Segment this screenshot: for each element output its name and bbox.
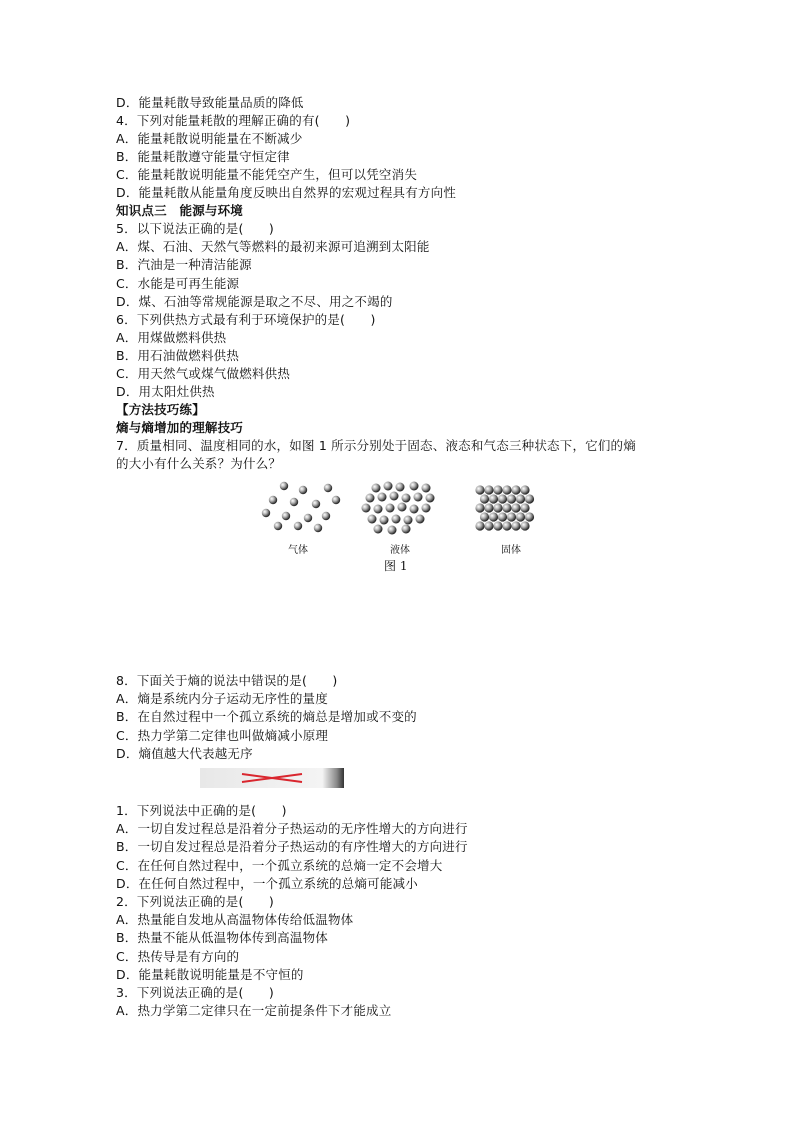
text-line: D．用太阳灶供热 [116, 383, 215, 399]
molecule [402, 525, 411, 534]
molecule [312, 500, 320, 508]
molecule [511, 485, 520, 494]
molecule [314, 524, 322, 532]
figure-caption: 图 1 [384, 559, 408, 573]
text-line: B．用石油做燃料供热 [116, 347, 240, 363]
liquid-label: 液体 [390, 545, 410, 556]
text-line: A．煤、石油、天然气等燃料的最初来源可追溯到太阳能 [116, 239, 430, 255]
text-line: D．煤、石油等常规能源是取之不尽、用之不竭的 [116, 293, 393, 309]
molecule [374, 505, 383, 514]
molecule [324, 484, 332, 492]
divider-graphic [200, 768, 344, 788]
liquid-molecules [362, 482, 435, 535]
molecule [484, 521, 493, 530]
molecule [520, 521, 529, 530]
molecule [493, 503, 502, 512]
molecule [362, 504, 371, 513]
text-line: 6．下列供热方式最有利于环境保护的是( ) [116, 311, 376, 327]
molecule [322, 512, 330, 520]
text-line: B．汽油是一种清洁能源 [116, 257, 252, 273]
molecule [498, 512, 507, 521]
molecule [402, 494, 411, 503]
molecule [366, 494, 375, 503]
text-line: A．热力学第二定律只在一定前提条件下才能成立 [116, 1003, 392, 1019]
text-line: 2．下列说法正确的是( ) [116, 894, 275, 909]
molecule [269, 496, 277, 504]
text-line: 7．质量相同、温度相同的水，如图 1 所示分别处于固态、液态和气态三种状态下，它们的熵 [116, 437, 636, 453]
molecule [422, 504, 431, 513]
molecule [498, 494, 507, 503]
text-line: C．热传导是有方向的 [116, 948, 240, 964]
molecule [398, 503, 407, 512]
text-line: C．能量耗散说明能量不能凭空产生，但可以凭空消失 [116, 167, 418, 183]
molecule [480, 494, 489, 503]
text-line: B．能量耗散遵守能量守恒定律 [116, 149, 290, 165]
molecule [493, 521, 502, 530]
molecule [374, 525, 383, 534]
molecule [507, 494, 516, 503]
molecule [502, 485, 511, 494]
molecule [378, 493, 387, 502]
text-line: C．水能是可再生能源 [116, 275, 240, 291]
text-line: A．熵是系统内分子运动无序性的量度 [116, 691, 328, 707]
molecule [422, 484, 431, 493]
text-line: 5．以下说法正确的是( ) [116, 221, 275, 237]
molecule [392, 515, 401, 524]
molecule [396, 483, 405, 492]
molecule [282, 512, 290, 520]
text-line: A．一切自发过程总是沿着分子热运动的无序性增大的方向进行 [116, 821, 468, 837]
molecule [414, 493, 423, 502]
text-line: 8．下面关于熵的说法中错误的是( ) [116, 673, 338, 688]
molecule [380, 516, 389, 525]
molecule [493, 485, 502, 494]
text-line: D．能量耗散从能量角度反映出自然界的宏观过程具有方向性 [116, 185, 457, 201]
molecule [489, 512, 498, 521]
molecule [484, 485, 493, 494]
molecule [475, 485, 484, 494]
molecule [299, 486, 307, 494]
molecule [410, 482, 419, 491]
solid-label: 固体 [501, 545, 521, 556]
molecule [404, 516, 413, 525]
text-line: A．用煤做燃料供热 [116, 329, 227, 345]
text-line: 知识点三 能源与环境 [116, 203, 244, 219]
text-line: B．一切自发过程总是沿着分子热运动的有序性增大的方向进行 [116, 839, 468, 855]
molecule [384, 482, 393, 491]
molecule [368, 515, 377, 524]
molecule [294, 522, 302, 530]
molecule [372, 484, 381, 493]
text-line: 熵与熵增加的理解技巧 [116, 419, 244, 435]
text-line: A．能量耗散说明能量在不断减少 [116, 131, 303, 147]
molecule [489, 494, 498, 503]
molecule [290, 498, 298, 506]
molecule [484, 503, 493, 512]
text-line: B．热量不能从低温物体传到高温物体 [116, 930, 328, 946]
molecule [475, 503, 484, 512]
molecule [511, 503, 520, 512]
molecule [274, 522, 282, 530]
text-line: 3．下列说法正确的是( ) [116, 985, 275, 1000]
text-line: 的大小有什么关系？为什么？ [116, 456, 282, 471]
text-line: C．用天然气或煤气做燃料供热 [116, 365, 291, 381]
solid-molecules [475, 485, 534, 530]
molecule [525, 512, 534, 521]
molecule [502, 503, 511, 512]
gas-molecules [262, 482, 340, 532]
text-line: D．在任何自然过程中，一个孤立系统的总熵可能减小 [116, 875, 418, 891]
text-line: B．在自然过程中一个孤立系统的熵总是增加或不变的 [116, 709, 417, 725]
text-line: D．熵值越大代表越无序 [116, 745, 253, 761]
molecule [262, 509, 270, 517]
molecule [390, 492, 399, 501]
molecule [386, 504, 395, 513]
text-line: A．热量能自发地从高温物体传给低温物体 [116, 912, 354, 928]
text-line: C．热力学第二定律也叫做熵减小原理 [116, 727, 329, 743]
molecule [410, 505, 419, 514]
molecule [511, 521, 520, 530]
text-line: D．能量耗散说明能量是不守恒的 [116, 966, 304, 982]
text-line: D．能量耗散导致能量品质的降低 [116, 95, 304, 110]
molecule [388, 526, 397, 535]
section-divider-banner [200, 768, 344, 788]
molecule [280, 482, 288, 490]
molecule [475, 521, 484, 530]
molecule [332, 496, 340, 504]
text-line: 【方法技巧练】 [116, 401, 205, 417]
molecule [507, 512, 516, 521]
molecule [516, 494, 525, 503]
molecule [426, 494, 435, 503]
molecule [304, 514, 312, 522]
molecule [520, 503, 529, 512]
molecule [516, 512, 525, 521]
gas-label: 气体 [288, 545, 308, 556]
text-line: 1．下列说法中正确的是( ) [116, 803, 287, 818]
molecule [502, 521, 511, 530]
text-line: C．在任何自然过程中，一个孤立系统的总熵一定不会增大 [116, 857, 443, 873]
molecule [525, 494, 534, 503]
molecule [520, 485, 529, 494]
molecule [416, 515, 425, 524]
text-line: 4．下列对能量耗散的理解正确的有( ) [116, 113, 351, 129]
molecule [480, 512, 489, 521]
